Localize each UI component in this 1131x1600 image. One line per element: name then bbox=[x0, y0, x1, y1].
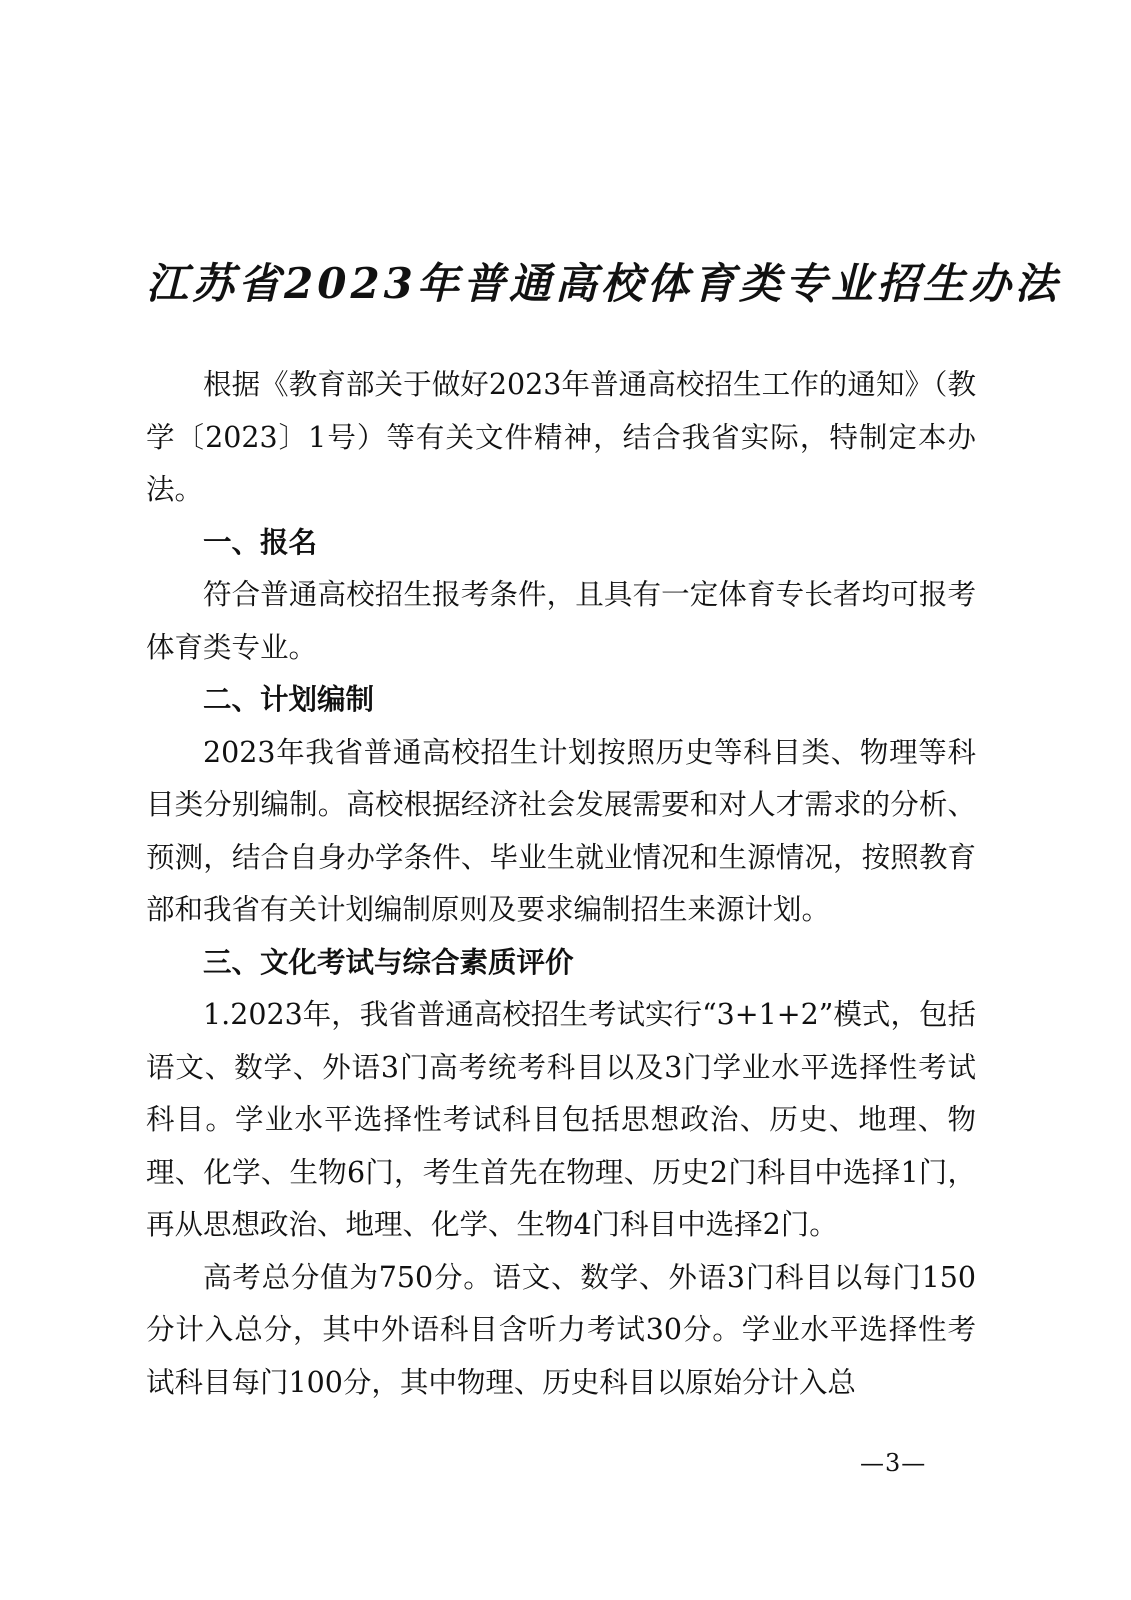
page-number: —3— bbox=[860, 1449, 927, 1477]
document-body bbox=[146, 359, 976, 1409]
document-title: 江苏省2023年普通高校体育类专业招生办法 bbox=[146, 259, 1061, 308]
section-paragraph: 1.2023年，我省普通高校招生考试实行“3+1+2”模式，包括语文、数学、外语3门高考统考科目以及3门学业水平选择性考试科目。学业水平选择性考试科目包括思想政治、历史、地理、物理、化学、生物6门，考生首先在物理、历史2门科目中选择1门，再从思想政治、地理、化学、生物4门科目中选择2门。 bbox=[146, 998, 976, 1241]
section-heading-plan: 二、计划编制 bbox=[203, 683, 375, 716]
section-paragraph: 高考总分值为750分。语文、数学、外语3门科目以每门150分计入总分，其中外语科目含听力考试30分。学业水平选择性考试科目每门100分，其中物理、历史科目以原始分计入总 bbox=[146, 1260, 976, 1399]
section-heading-exam: 三、文化考试与综合素质评价 bbox=[203, 945, 574, 979]
intro-paragraph: 根据《教育部关于做好2023年普通高校招生工作的通知》（教学〔2023〕1号）等有关文件精神，结合我省实际，特制定本办法。 bbox=[146, 368, 976, 506]
section-heading-registration: 一、报名 bbox=[203, 525, 318, 559]
section-paragraph: 符合普通高校招生报考条件，且具有一定体育专长者均可报考体育类专业。 bbox=[146, 578, 976, 664]
section-paragraph: 2023年我省普通高校招生计划按照历史等科目类、物理等科目类分别编制。高校根据经济社会发展需要和对人才需求的分析、预测，结合自身办学条件、毕业生就业情况和生源情况，按照教育部和我省有关计划编制原则及要求编制招生来源计划。 bbox=[146, 735, 976, 926]
